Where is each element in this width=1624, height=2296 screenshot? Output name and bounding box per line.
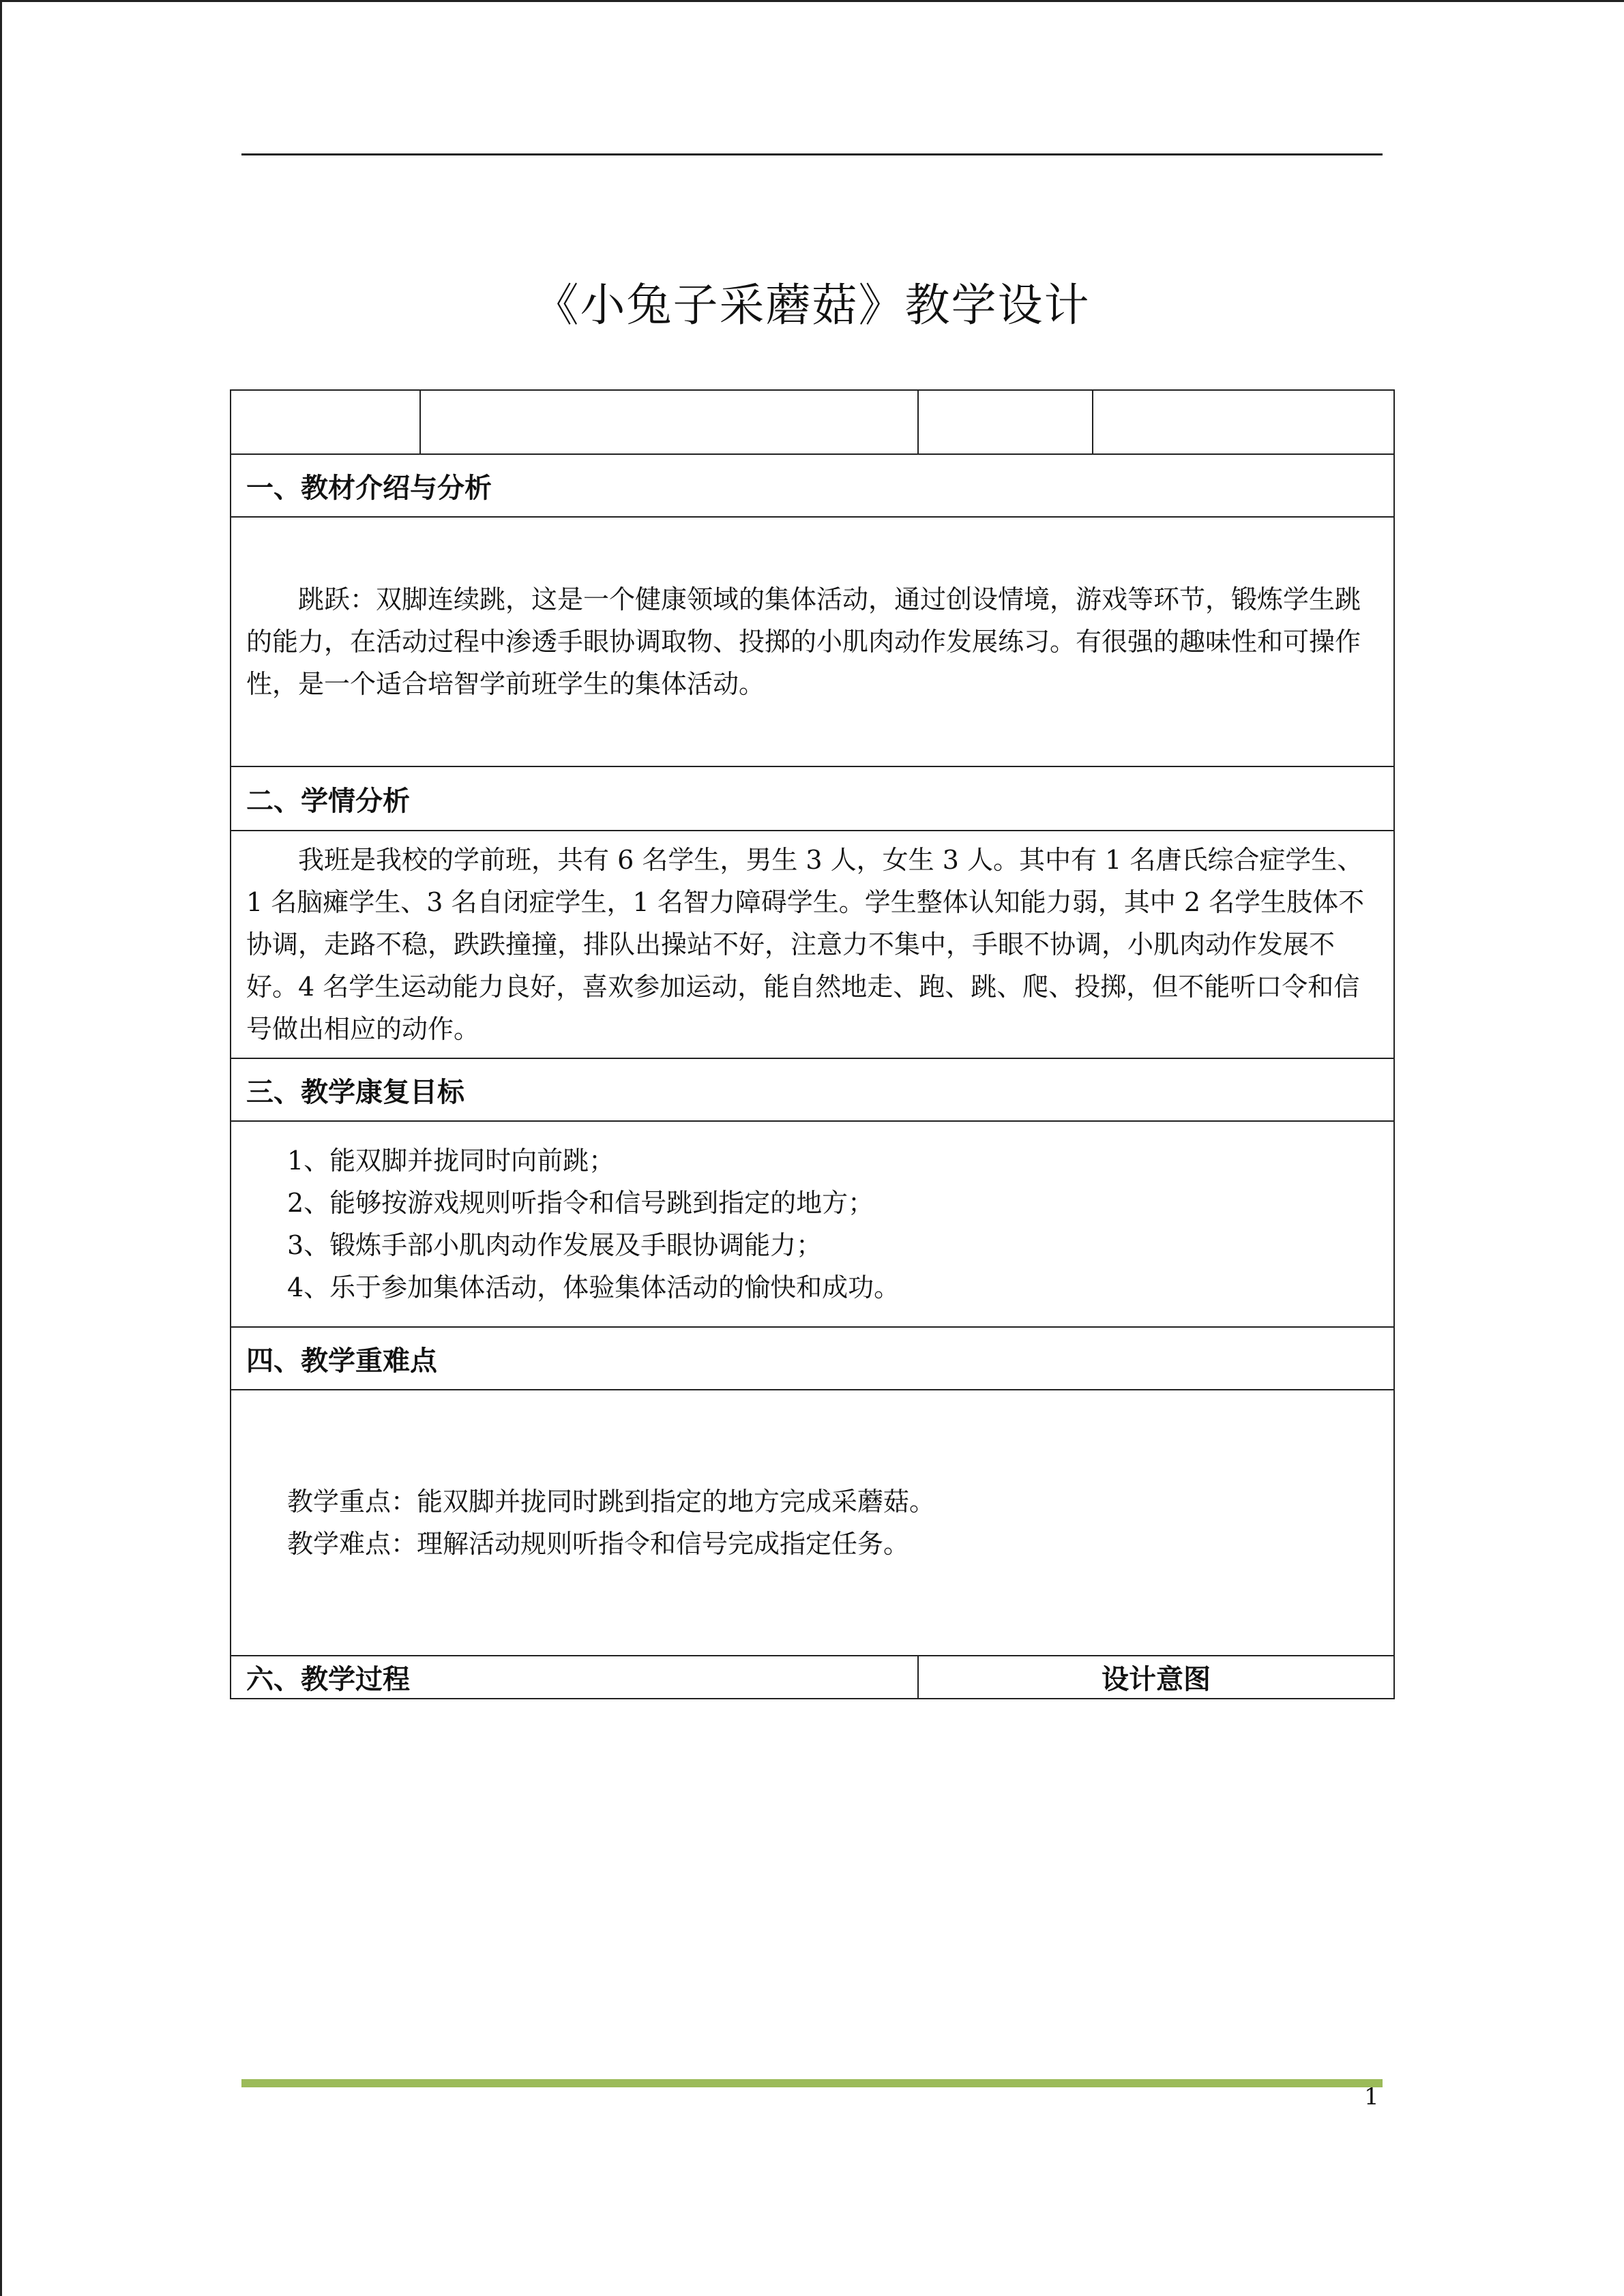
info-cell-1	[231, 390, 420, 454]
students-text: 我班是我校的学前班，共有 6 名学生，男生 3 人，女生 3 人。其中有 1 名唐氏综合症学生、1 名脑瘫学生、3 名自闭症学生，1 名智力障碍学生。学生整体认知能力弱，其中 2 名学生肢体不协调，走路不稳，跌跌撞撞，排队出操站不好，注意力不集中，手眼不协调，小肌肉动作发展不好。4 名学生运动能力良好，喜欢参加运动，能自然地走、跑、跳、爬、投掷，但不能听口令和信号做出相应的动作。	[246, 845, 1365, 1044]
students-cell	[231, 831, 1394, 1058]
page-border-left	[0, 0, 2, 2296]
goal-item: 4、乐于参加集体活动，体验集体活动的愉快和成功。	[287, 1272, 900, 1302]
info-cell-3	[918, 390, 1093, 454]
info-cell-4	[1093, 390, 1394, 454]
students-heading: 二、学情分析	[231, 766, 1394, 831]
info-row	[231, 390, 1394, 454]
goal-item: 3、锻炼手部小肌肉动作发展及手眼协调能力；	[287, 1230, 823, 1260]
goal-item: 2、能够按游戏规则听指令和信号跳到指定的地方；	[287, 1188, 874, 1218]
goals-cell	[231, 1121, 1394, 1327]
info-cell-2	[420, 390, 918, 454]
goals-heading: 三、教学康复目标	[231, 1058, 1394, 1121]
teaching-difficulty: 教学难点：理解活动规则听指令和信号完成指定任务。	[287, 1529, 910, 1559]
teaching-focus: 教学重点：能双脚并拢同时跳到指定的地方完成采蘑菇。	[287, 1487, 936, 1517]
key-points-heading: 四、教学重难点	[231, 1327, 1394, 1390]
design-intent-heading: 设计意图	[918, 1656, 1394, 1699]
materials-text: 跳跃：双脚连续跳，这是一个健康领域的集体活动，通过创设情境，游戏等环节，锻炼学生跳的能力，在活动过程中渗透手眼协调取物、投掷的小肌肉动作发展练习。有很强的趣味性和可操作性，是一个适合培智学前班学生的集体活动。	[246, 584, 1361, 699]
materials-cell	[231, 517, 1394, 766]
page-border-top	[0, 0, 1624, 2]
process-heading: 六、教学过程	[231, 1656, 918, 1699]
page-number: 1	[1364, 2083, 1379, 2111]
lesson-plan-table	[230, 389, 1395, 1699]
materials-heading: 一、教材介绍与分析	[231, 454, 1394, 517]
key-points-cell	[231, 1390, 1394, 1656]
footer-bar	[241, 2079, 1383, 2087]
document-title: 《小兔子采蘑菇》教学设计	[533, 279, 1091, 332]
goal-item: 1、能双脚并拢同时向前跳；	[287, 1146, 615, 1176]
header-rule	[241, 153, 1383, 155]
